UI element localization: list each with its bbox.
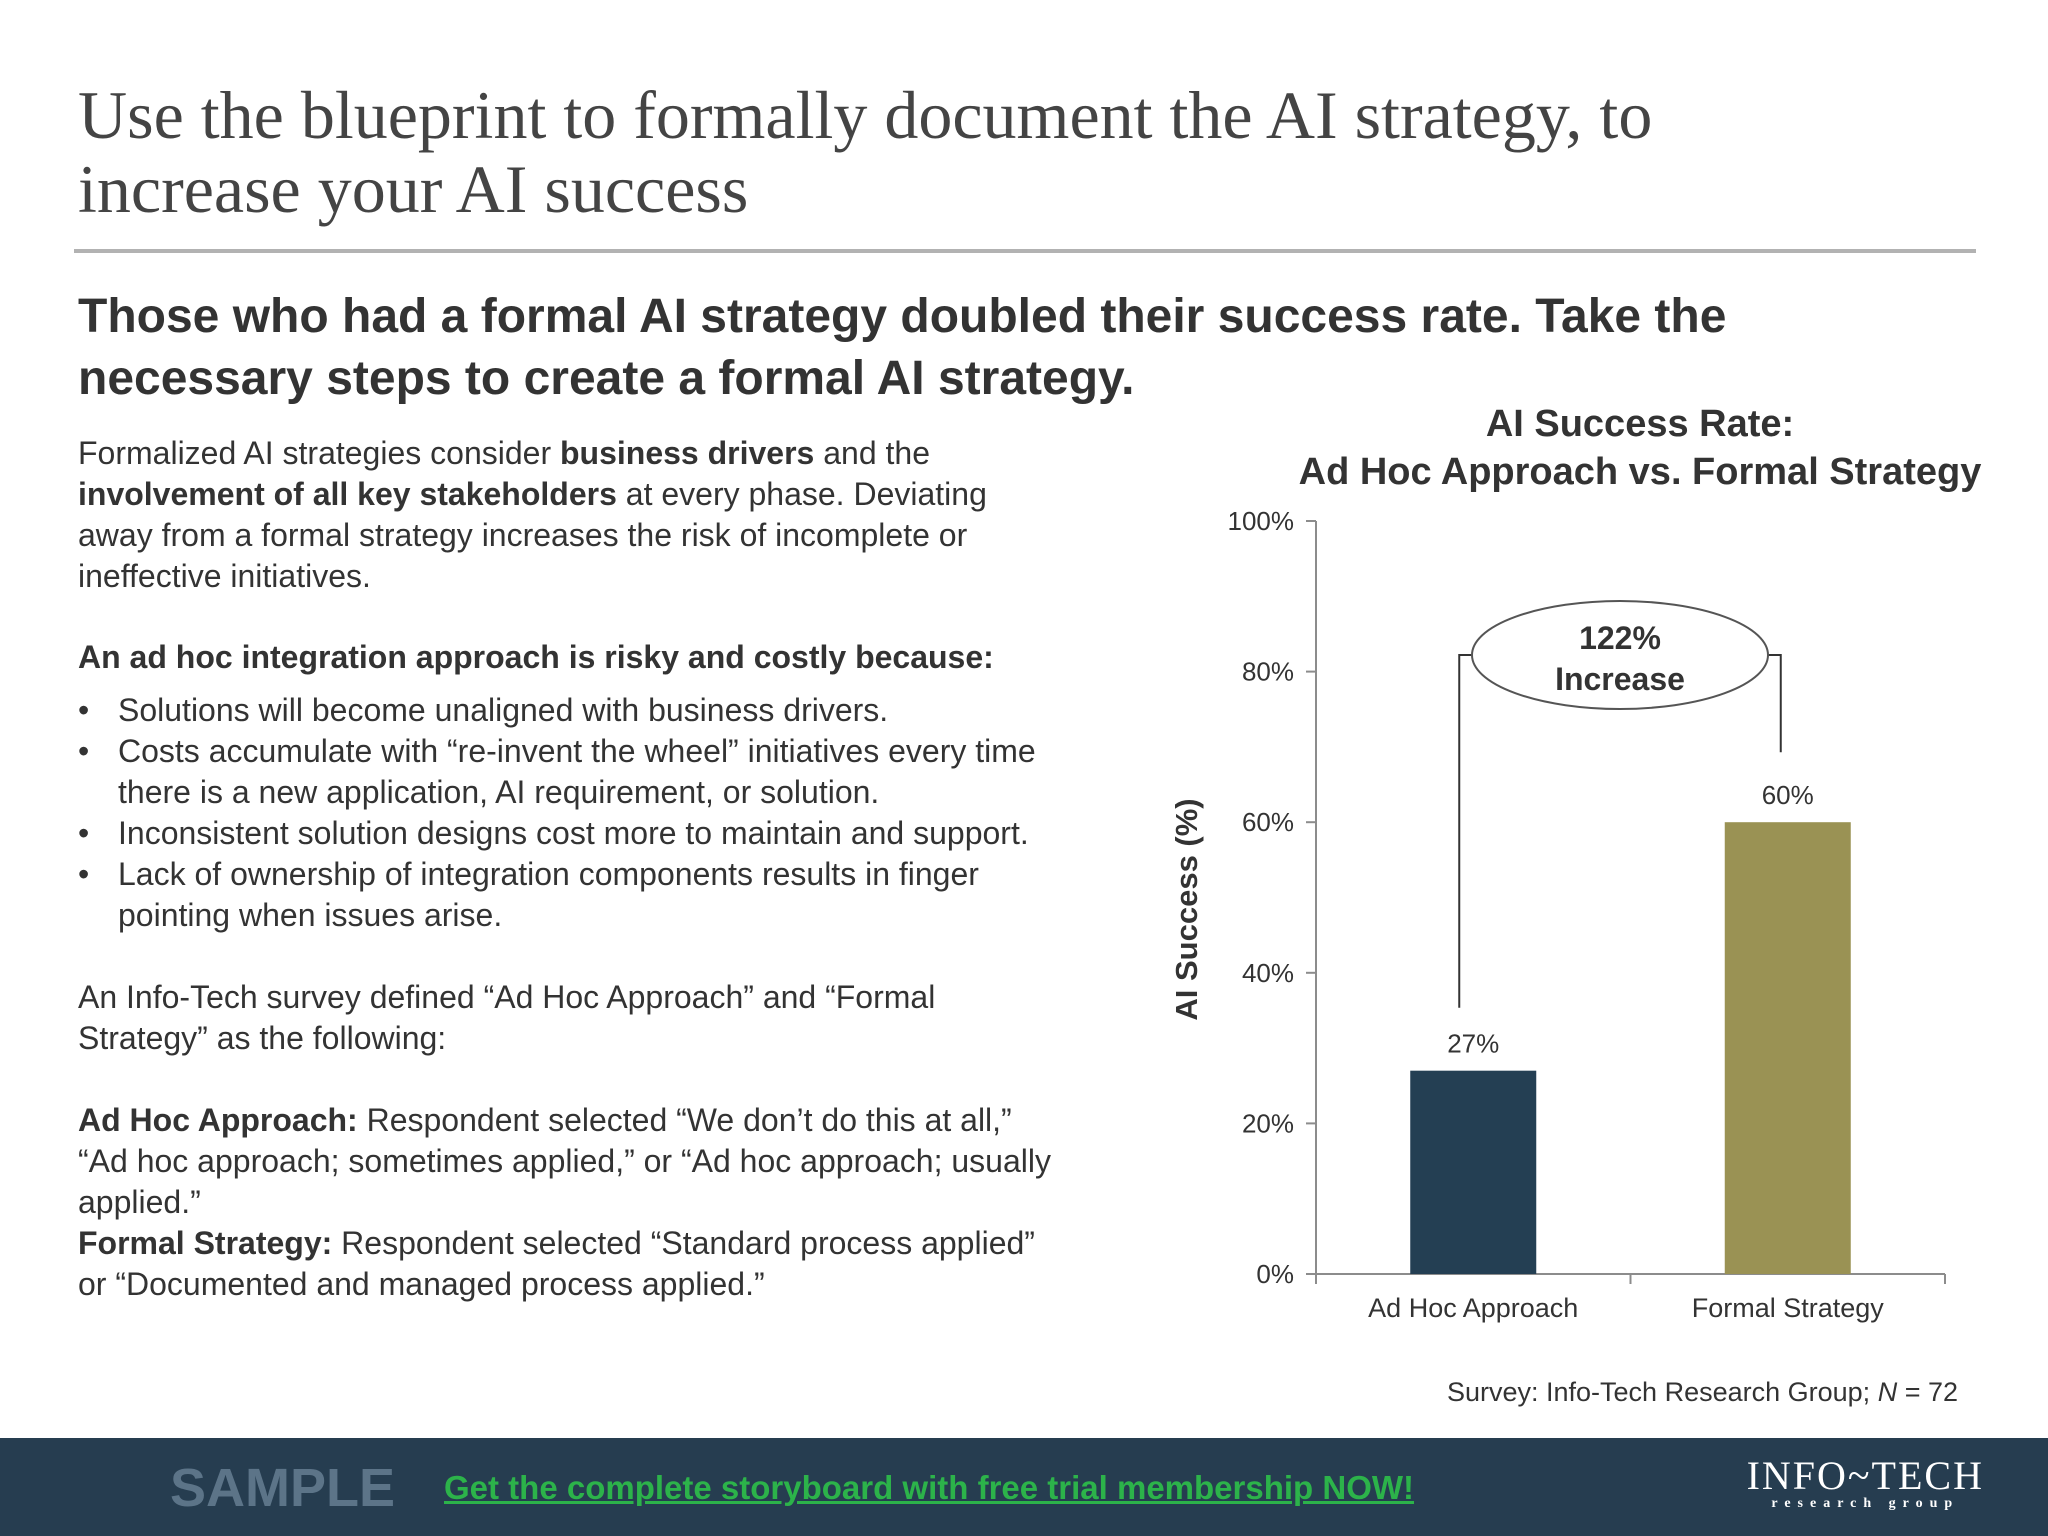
info-tech-logo: INFO~TECH research group [1746, 1453, 1984, 1511]
chart-plot [1160, 400, 1960, 1340]
y-tick-label: 20% [1241, 1108, 1294, 1139]
survey-intro: An Info-Tech survey defined “Ad Hoc Approach” and “Formal Strategy” as the following: [78, 979, 936, 1056]
list-item: • Costs accumulate with “re-invent the wheel” initiatives every time there is a new application, AI requirement, or solution. [78, 731, 1138, 813]
risks-heading: An ad hoc integration approach is risky and costly because: [78, 639, 994, 675]
y-tick-label: 80% [1241, 656, 1294, 687]
slide-title: Use the blueprint to formally document the AI strategy, to increase your AI success [78, 77, 1653, 227]
sample-label: SAMPLE [170, 1458, 396, 1518]
intro-paragraph: Formalized AI strategies consider business drivers and the involvement of all key stakeholders at every phase. Deviating away from a formal strategy increases the risk of incomplete or ineffective initiatives. [78, 435, 987, 594]
annotation-label: Increase [1555, 661, 1685, 697]
y-tick-label: 60% [1241, 807, 1294, 838]
list-item: • Solutions will become unaligned with business drivers. [78, 690, 1138, 731]
y-tick-label: 0% [1256, 1259, 1294, 1289]
x-tick-label: Ad Hoc Approach [1368, 1293, 1579, 1323]
survey-definitions: Ad Hoc Approach: Respondent selected “We don’t do this at all,” “Ad hoc approach; sometimes applied,” or “Ad hoc approach; usually applied.” Formal Strategy: Respondent selected “Standard process applied” or “Documented and managed process applied.” [78, 1102, 1051, 1302]
footer-banner [0, 1438, 2048, 1536]
list-item: • Inconsistent solution designs cost more to maintain and support. [78, 813, 1138, 854]
bar-1 [1725, 822, 1851, 1274]
risks-list [78, 690, 1138, 936]
bar-0 [1410, 1071, 1536, 1274]
list-item: • Lack of ownership of integration components results in finger pointing when issues arise. [78, 854, 1138, 936]
annotation-value: 122% [1579, 620, 1661, 656]
annotation-bracket-left [1459, 655, 1474, 1008]
chart-title: AI Success Rate: Ad Hoc Approach vs. Formal Strategy [1298, 403, 1982, 493]
source-note: Survey: Info-Tech Research Group; N = 72 [1446, 1377, 1958, 1407]
free-trial-link[interactable]: Get the complete storyboard with free trial membership NOW! [444, 1469, 1415, 1506]
title-divider [74, 249, 1976, 253]
x-tick-label: Formal Strategy [1691, 1293, 1884, 1323]
bar-data-label: 60% [1761, 780, 1814, 811]
y-tick-label: 100% [1227, 506, 1294, 536]
annotation-bracket-right [1766, 655, 1781, 752]
bar-data-label: 27% [1447, 1028, 1500, 1059]
y-axis-title: AI Success (%) [1169, 798, 1204, 1021]
success-rate-chart [1160, 400, 1982, 1340]
slide-subtitle: Those who had a formal AI strategy doubled their success rate. Take the necessary steps to create a formal AI strategy. [78, 290, 1727, 405]
y-tick-label: 40% [1241, 957, 1294, 988]
